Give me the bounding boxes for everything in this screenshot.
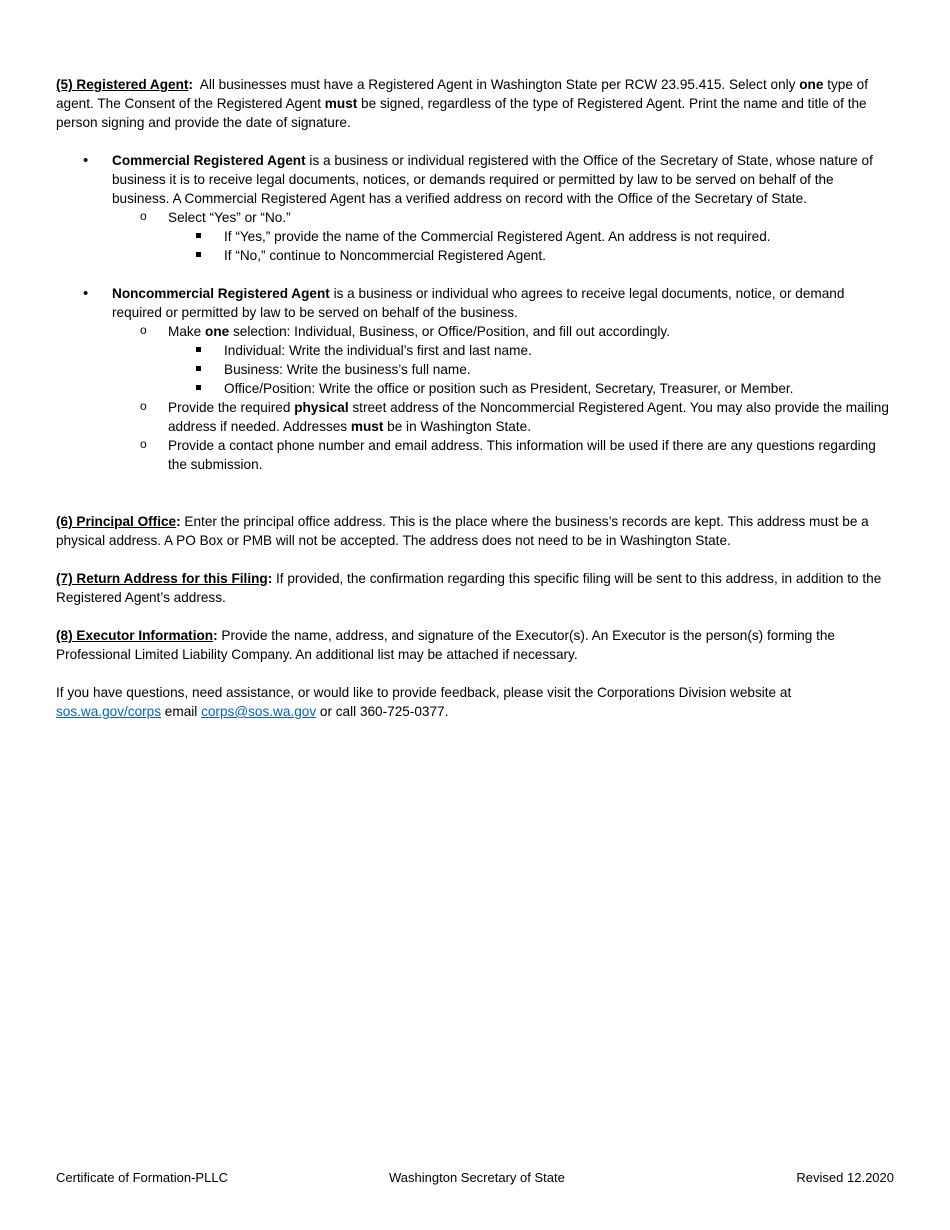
commercial-agent-term: Commercial Registered Agent [112, 153, 306, 168]
website-link[interactable]: sos.wa.gov/corps [56, 704, 162, 719]
section-6: (6) Principal Office: Enter the principal office address. This is the place where the business’s records are kept. This address must be a physical address. A PO Box or PMB will not be accepted. The address does not need to be in Washington State. [56, 514, 869, 548]
make-selection-item: o Make one selection: Individual, Business, or Office/Position, and fill out accordingly. Individual: Write the individual’s first and last name. Business: Write the business’s full name. Office/Position: Write the office or position such as President, Secretary, Treasurer, or Member. [112, 322, 894, 398]
if-no-item: If “No,” continue to Noncommercial Registered Agent. [168, 246, 894, 265]
section-5-heading: (5) Registered Agent [56, 77, 189, 92]
section-5-intro: (5) Registered Agent: All businesses must have a Registered Agent in Washington State per RCW 23.95.415. Select only one type of agent. The Consent of the Registered Agent must be signed, regardless of the type of Registered Agent. Print the name and title of the person signing and provide the date of signature. [56, 77, 869, 130]
select-yes-no-item: o Select “Yes” or “No.” If “Yes,” provide the name of the Commercial Registered Agent. An address is not required. If “No,” continue to Noncommercial Registered Agent. [112, 208, 894, 265]
section-7-heading: (7) Return Address for this Filing [56, 571, 268, 586]
footer-revision: Revised 12.2020 [796, 1170, 894, 1185]
commercial-agent-list [56, 151, 894, 265]
office-position-item: Office/Position: Write the office or position such as President, Secretary, Treasurer, or Member. [168, 379, 894, 398]
footer-agency: Washington Secretary of State [389, 1170, 565, 1185]
noncommercial-agent-term: Noncommercial Registered Agent [112, 286, 330, 301]
physical-address-item: o Provide the required physical street address of the Noncommercial Registered Agent. You may also provide the mailing address if needed. Addresses must be in Washington State. [112, 398, 894, 436]
page-footer [56, 1168, 894, 1186]
contact-paragraph: If you have questions, need assistance, or would like to provide feedback, please visit the Corporations Division website at sos.wa.gov/corps email corps@sos.wa.gov or call 360-725-0377. [56, 685, 792, 719]
section-8: (8) Executor Information: Provide the name, address, and signature of the Executor(s). An Executor is the person(s) forming the Professional Limited Liability Company. An additional list may be attached if necessary. [56, 628, 835, 662]
email-link[interactable]: corps@sos.wa.gov [201, 704, 317, 719]
footer-form-name: Certificate of Formation-PLLC [56, 1170, 228, 1185]
noncommercial-agent-item: • Noncommercial Registered Agent is a business or individual who agrees to receive legal documents, notice, or demand required or permitted by law to be served on behalf of the business. o Make one selection: Individual, Business, or Office/Position, and fill out accordingly. Individual: Write the individual’s first and last name. Business: Write the business’s full name. Office/Position: Write the office or position such as President, Secretary, Treasurer, or Member. o Provide the required physical street address of the Noncommercial Registered Agent. You may also provide the mailing address if needed. Addresses must be in Washington State. o Provide a contact phone number and email address. This information will be used if there are any questions regarding the submission. [56, 284, 894, 474]
section-6-heading: (6) Principal Office [56, 514, 177, 529]
section-8-heading: (8) Executor Information [56, 628, 214, 643]
contact-info-item: o Provide a contact phone number and email address. This information will be used if there are any questions regarding the submission. [112, 436, 894, 474]
instructions-page [56, 75, 894, 721]
individual-item: Individual: Write the individual’s first and last name. [168, 341, 894, 360]
if-yes-item: If “Yes,” provide the name of the Commercial Registered Agent. An address is not required. [168, 227, 894, 246]
section-7: (7) Return Address for this Filing: If provided, the confirmation regarding this specific filing will be sent to this address, in addition to the Registered Agent’s address. [56, 571, 882, 605]
commercial-agent-item: • Commercial Registered Agent is a business or individual registered with the Office of the Secretary of State, whose nature of business it is to receive legal documents, notices, or demands required or permitted by law to be served on behalf of the business. A Commercial Registered Agent has a verified address on record with the Office of the Secretary of State. o Select “Yes” or “No.” If “Yes,” provide the name of the Commercial Registered Agent. An address is not required. If “No,” continue to Noncommercial Registered Agent. [56, 151, 894, 265]
noncommercial-agent-list [56, 284, 894, 474]
business-item: Business: Write the business’s full name. [168, 360, 894, 379]
